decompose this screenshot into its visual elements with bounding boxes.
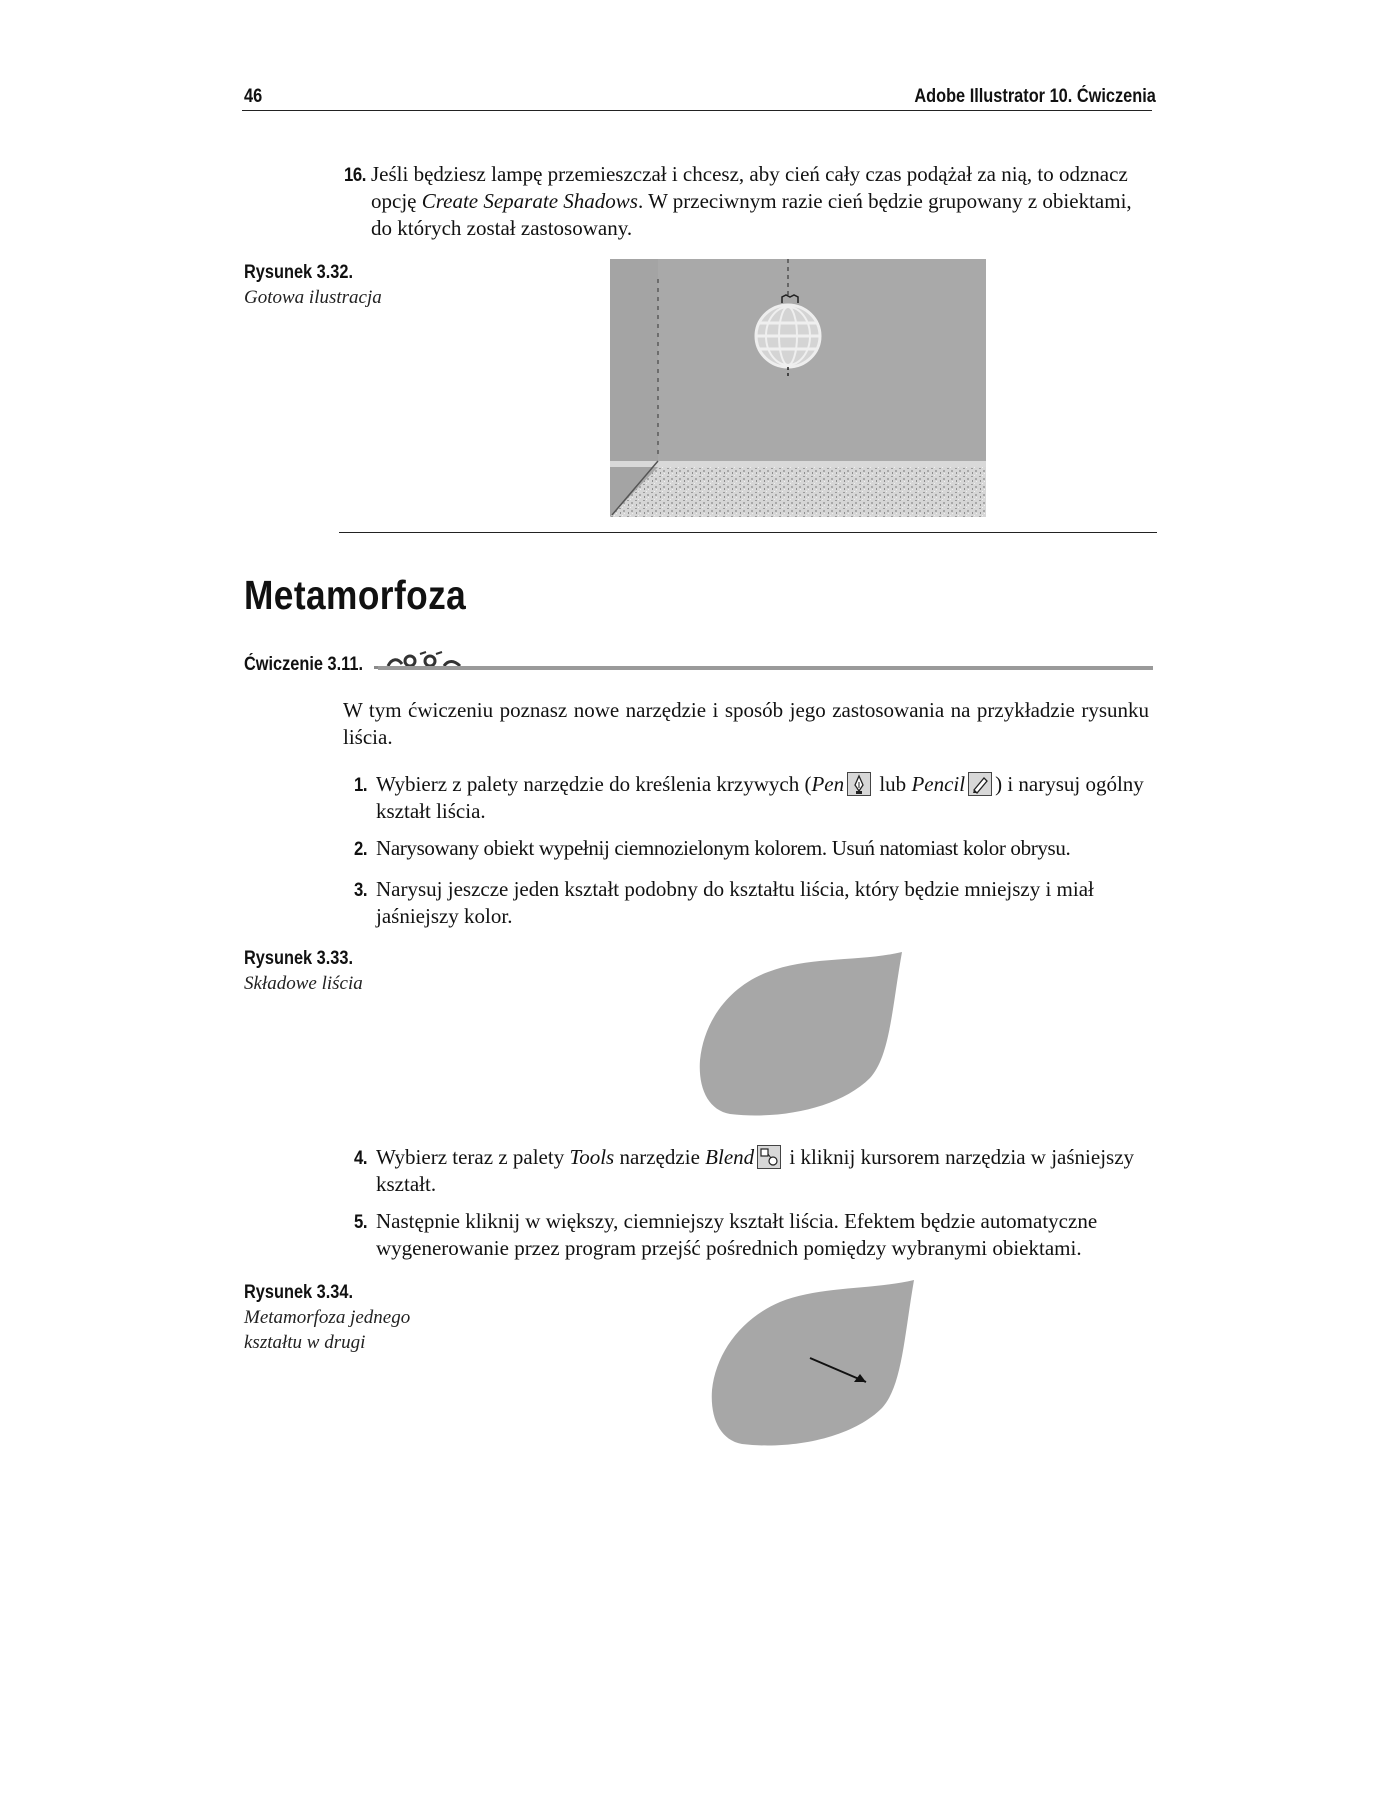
- section-title: Metamorfoza: [244, 572, 467, 618]
- step-number: 16.: [344, 165, 366, 186]
- figure-334-caption-line-1: Metamorfoza jednego: [244, 1307, 411, 1328]
- step-number: 5.: [354, 1212, 368, 1233]
- step-text: Wybierz teraz z palety Tools narzędzie Blend i kliknij kursorem narzędzia w jaśniejszy kształt.: [376, 1145, 1135, 1196]
- figure-332-title: Rysunek 3.32.: [244, 262, 354, 283]
- page-number: 46: [244, 86, 263, 107]
- pencil-tool-icon: [968, 772, 992, 796]
- tool-name-pen: Pen: [811, 772, 845, 796]
- step-text: Jeśli będziesz lampę przemieszczał i chcesz, aby cień cały czas podążał za nią, to odznacz opcję Create Separate Shadows. W przeciwnym razie cień będzie grupowany z obiektami, do których został zastosowany.: [371, 162, 1132, 240]
- figure-334-title: Rysunek 3.34.: [244, 1282, 354, 1303]
- option-name: Create Separate Shadows: [421, 189, 638, 213]
- section-rule: [339, 532, 1157, 533]
- step-text: Wybierz z palety narzędzie do kreślenia krzywych (Pen lub Pencil ) i narysuj ogólny kształt liścia.: [376, 772, 1144, 823]
- exercise-intro: W tym ćwiczeniu poznasz nowe narzędzie i sposób jego zastosowania na przykładzie rysunku liścia.: [343, 698, 1149, 749]
- step-5: [354, 1208, 1150, 1262]
- exercise-rule: [378, 666, 1153, 670]
- step-text: Następnie kliknij w większy, ciemniejszy kształt liścia. Efektem będzie automatyczne wygenerowanie przez program przejść pośrednich pomiędzy wybranymi obiektami.: [376, 1209, 1098, 1260]
- tool-name-blend: Blend: [705, 1145, 755, 1169]
- figure-333-caption: Składowe liścia: [244, 973, 363, 994]
- step-number: 2.: [354, 839, 368, 860]
- step-1: [354, 771, 1150, 825]
- floor: [610, 467, 986, 517]
- palette-name: Tools: [569, 1145, 615, 1169]
- step-number: 4.: [354, 1148, 368, 1169]
- running-header: Adobe Illustrator 10. Ćwiczenia: [914, 86, 1156, 107]
- step-text: Narysowany obiekt wypełnij ciemnozielonym kolorem. Usuń natomiast kolor obrysu.: [376, 836, 1071, 860]
- leaf-shape: [690, 948, 910, 1118]
- step-16: [344, 161, 1150, 242]
- header-rule: [242, 110, 1152, 111]
- tool-name-pencil: Pencil: [911, 772, 966, 796]
- step-3: [354, 876, 1150, 930]
- blended-leaf-shape: [700, 1276, 920, 1448]
- figure-332-caption: Gotowa ilustracja: [244, 287, 382, 308]
- floor-edge: [610, 461, 986, 467]
- step-4: [354, 1144, 1150, 1198]
- step-text: Narysuj jeszcze jeden kształt podobny do kształtu liścia, który będzie mniejszy i miał jaśniejszy kolor.: [376, 877, 1094, 928]
- figure-333-title: Rysunek 3.33.: [244, 948, 354, 969]
- step-number: 1.: [354, 775, 368, 796]
- exercise-label: Ćwiczenie 3.11.: [244, 654, 363, 675]
- step-2: [354, 835, 1150, 863]
- step-number: 3.: [354, 880, 368, 901]
- lamp-illustration: [610, 259, 986, 517]
- figure-334-caption-line-2: kształtu w drugi: [244, 1332, 366, 1353]
- blend-tool-icon: [757, 1145, 781, 1169]
- pen-tool-icon: [847, 772, 871, 796]
